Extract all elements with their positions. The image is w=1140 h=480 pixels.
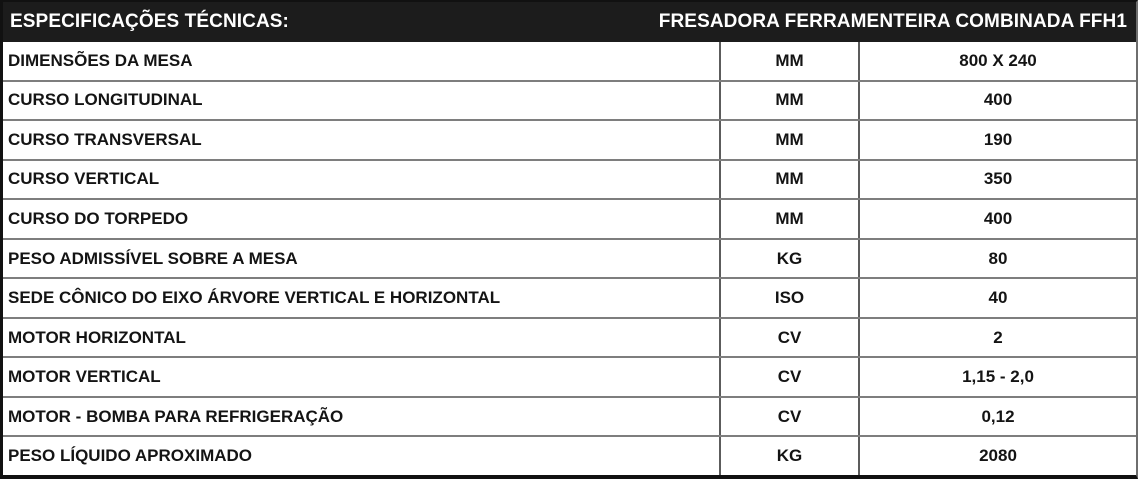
table-row [3,317,1136,357]
table-row [3,119,1136,159]
table-row [3,396,1136,436]
spec-label: CURSO LONGITUDINAL [8,90,203,110]
spec-value: 40 [858,279,1136,317]
table-row [3,435,1136,475]
spec-label: MOTOR - BOMBA PARA REFRIGERAÇÃO [8,406,344,426]
spec-value: 2 [858,319,1136,357]
spec-label: DIMENSÕES DA MESA [8,50,193,70]
spec-unit: CV [719,398,858,436]
table-row [3,159,1136,199]
spec-unit: ISO [719,279,858,317]
table-header-title: ESPECIFICAÇÕES TÉCNICAS: [10,11,289,32]
spec-unit: MM [719,161,858,199]
spec-value: 400 [858,200,1136,238]
spec-value: 0,12 [858,398,1136,436]
table-row [3,356,1136,396]
spec-label: MOTOR HORIZONTAL [8,327,186,347]
spec-value: 350 [858,161,1136,199]
spec-label: SEDE CÔNICO DO EIXO ÁRVORE VERTICAL E HORIZONTAL [8,288,501,308]
spec-value: 80 [858,240,1136,278]
spec-label: CURSO VERTICAL [8,169,160,189]
spec-value: 400 [858,82,1136,120]
spec-unit: MM [719,42,858,80]
spec-label: PESO ADMISSÍVEL SOBRE A MESA [8,248,298,268]
spec-unit: MM [719,121,858,159]
spec-unit: CV [719,358,858,396]
table-header-product-name: FRESADORA FERRAMENTEIRA COMBINADA FFH1 [658,11,1127,32]
spec-unit: MM [719,82,858,120]
spec-unit: MM [719,200,858,238]
table-row [3,277,1136,317]
spec-unit: CV [719,319,858,357]
spec-label: CURSO DO TORPEDO [8,208,189,228]
table-row [3,42,1136,80]
table-body [3,42,1136,475]
spec-unit: KG [719,240,858,278]
spec-label: CURSO TRANSVERSAL [8,129,202,149]
spec-unit: KG [719,437,858,475]
spec-value: 2080 [858,437,1136,475]
table-header [3,2,1136,42]
table-row [3,198,1136,238]
spec-label: PESO LÍQUIDO APROXIMADO [8,446,253,466]
spec-label: MOTOR VERTICAL [8,367,161,387]
spec-value: 190 [858,121,1136,159]
spec-value: 800 X 240 [858,42,1136,80]
spec-value: 1,15 - 2,0 [858,358,1136,396]
table-row [3,238,1136,278]
table-row [3,80,1136,120]
